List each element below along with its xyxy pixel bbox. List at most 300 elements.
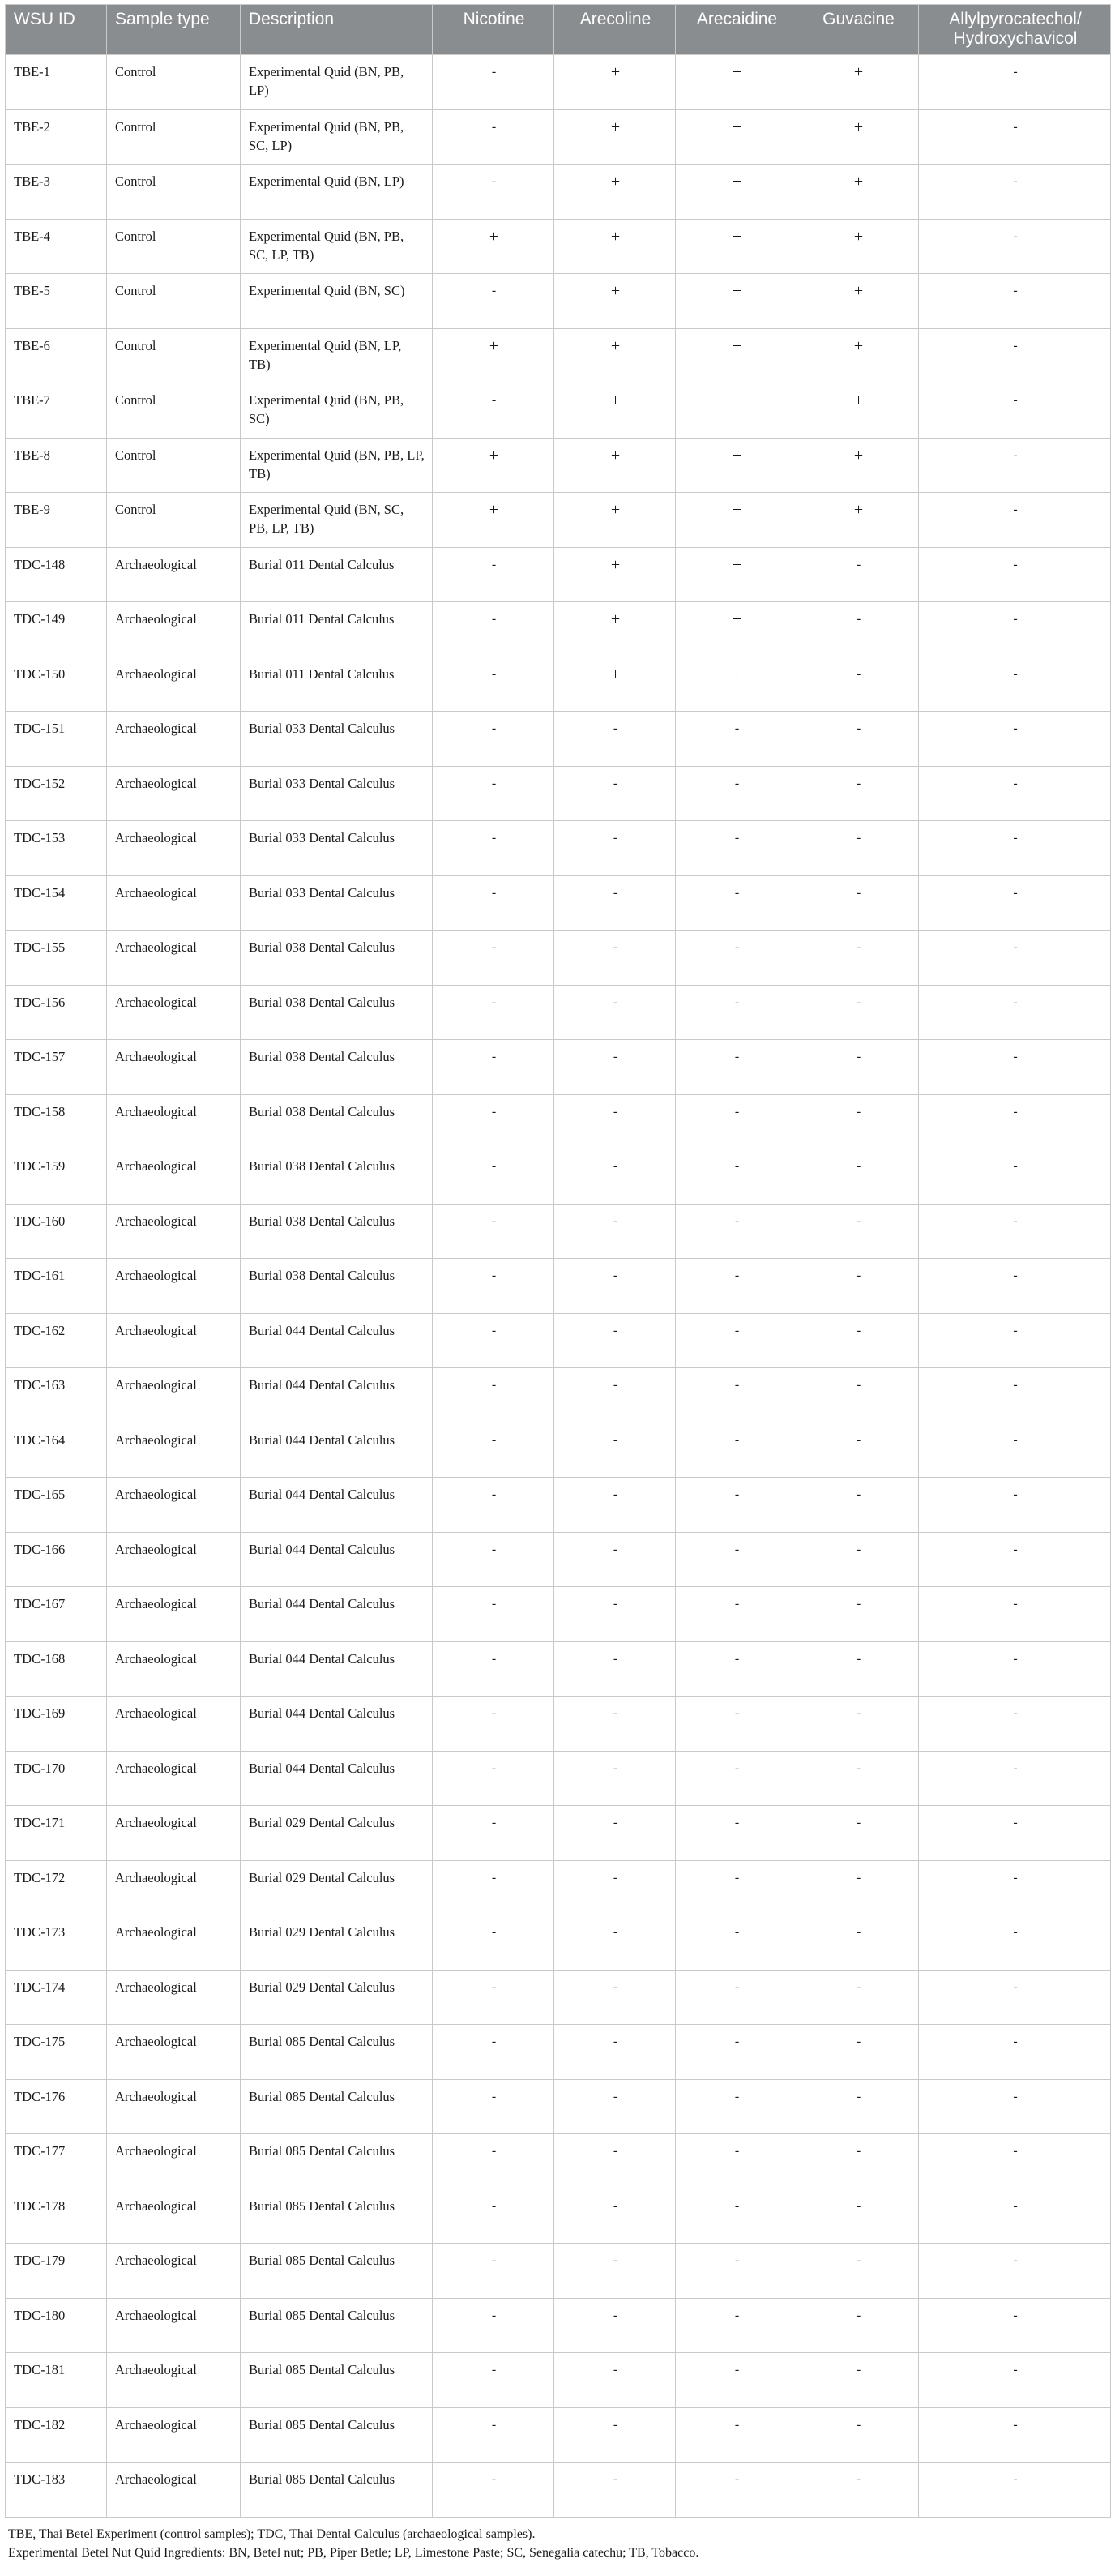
cell-guvacine: + xyxy=(797,109,919,165)
header-row xyxy=(6,5,1111,55)
cell-description: Burial 033 Dental Calculus xyxy=(241,875,433,931)
cell-description: Burial 044 Dental Calculus xyxy=(241,1587,433,1642)
cell-description: Burial 029 Dental Calculus xyxy=(241,1860,433,1915)
cell-nicotine: - xyxy=(433,55,554,110)
cell-nicotine: - xyxy=(433,1094,554,1149)
table-row xyxy=(6,2189,1111,2244)
cell-description: Burial 038 Dental Calculus xyxy=(241,931,433,986)
cell-description: Burial 044 Dental Calculus xyxy=(241,1313,433,1368)
table-row xyxy=(6,1368,1111,1423)
cell-sample-type: Archaeological xyxy=(107,766,241,821)
cell-guvacine: - xyxy=(797,931,919,986)
cell-nicotine: - xyxy=(433,2463,554,2518)
cell-arecoline: - xyxy=(554,931,676,986)
col-header-sample-type: Sample type xyxy=(107,5,241,55)
cell-sample-type: Archaeological xyxy=(107,1641,241,1697)
cell-arecaidine: - xyxy=(676,1259,797,1314)
cell-guvacine: - xyxy=(797,2189,919,2244)
cell-sample-type: Archaeological xyxy=(107,2025,241,2080)
cell-allylpyrocatechol: - xyxy=(919,328,1111,383)
cell-sample-type: Archaeological xyxy=(107,1423,241,1478)
cell-nicotine: - xyxy=(433,712,554,767)
table-row xyxy=(6,1806,1111,1861)
cell-arecoline: - xyxy=(554,2463,676,2518)
cell-description: Burial 038 Dental Calculus xyxy=(241,1149,433,1205)
cell-allylpyrocatechol: - xyxy=(919,2079,1111,2134)
cell-wsu-id: TDC-158 xyxy=(6,1094,107,1149)
cell-wsu-id: TDC-178 xyxy=(6,2189,107,2244)
cell-wsu-id: TDC-181 xyxy=(6,2353,107,2408)
cell-guvacine: + xyxy=(797,438,919,493)
cell-wsu-id: TDC-154 xyxy=(6,875,107,931)
cell-guvacine: - xyxy=(797,1094,919,1149)
table-row xyxy=(6,602,1111,657)
table-row xyxy=(6,438,1111,493)
cell-wsu-id: TBE-9 xyxy=(6,493,107,548)
cell-sample-type: Archaeological xyxy=(107,1697,241,1752)
cell-allylpyrocatechol: - xyxy=(919,1423,1111,1478)
table-row xyxy=(6,547,1111,602)
cell-sample-type: Control xyxy=(107,438,241,493)
table-row xyxy=(6,2463,1111,2518)
cell-allylpyrocatechol: - xyxy=(919,875,1111,931)
cell-arecaidine: - xyxy=(676,875,797,931)
cell-arecaidine: - xyxy=(676,1806,797,1861)
cell-arecaidine: - xyxy=(676,2025,797,2080)
cell-description: Burial 085 Dental Calculus xyxy=(241,2134,433,2189)
cell-sample-type: Archaeological xyxy=(107,2079,241,2134)
cell-nicotine: - xyxy=(433,931,554,986)
cell-nicotine: - xyxy=(433,1697,554,1752)
cell-arecoline: - xyxy=(554,821,676,876)
cell-nicotine: - xyxy=(433,1423,554,1478)
cell-guvacine: - xyxy=(797,712,919,767)
table-row xyxy=(6,1478,1111,1533)
cell-guvacine: - xyxy=(797,1697,919,1752)
cell-sample-type: Archaeological xyxy=(107,2353,241,2408)
table-row xyxy=(6,1204,1111,1259)
cell-allylpyrocatechol: - xyxy=(919,2189,1111,2244)
table-wrapper xyxy=(5,4,1110,2562)
cell-nicotine: + xyxy=(433,328,554,383)
cell-sample-type: Archaeological xyxy=(107,1970,241,2025)
cell-sample-type: Archaeological xyxy=(107,985,241,1040)
cell-arecoline: + xyxy=(554,657,676,712)
cell-sample-type: Archaeological xyxy=(107,2407,241,2463)
cell-allylpyrocatechol: - xyxy=(919,2298,1111,2353)
cell-allylpyrocatechol: - xyxy=(919,493,1111,548)
table-row xyxy=(6,493,1111,548)
cell-wsu-id: TDC-161 xyxy=(6,1259,107,1314)
cell-description: Burial 033 Dental Calculus xyxy=(241,712,433,767)
cell-nicotine: - xyxy=(433,2298,554,2353)
cell-allylpyrocatechol: - xyxy=(919,1587,1111,1642)
table-row xyxy=(6,1587,1111,1642)
cell-wsu-id: TDC-150 xyxy=(6,657,107,712)
cell-sample-type: Archaeological xyxy=(107,931,241,986)
cell-nicotine: - xyxy=(433,602,554,657)
cell-arecoline: - xyxy=(554,1149,676,1205)
cell-guvacine: - xyxy=(797,2079,919,2134)
cell-arecoline: - xyxy=(554,985,676,1040)
cell-guvacine: - xyxy=(797,1915,919,1971)
cell-sample-type: Control xyxy=(107,383,241,439)
cell-sample-type: Control xyxy=(107,165,241,220)
cell-allylpyrocatechol: - xyxy=(919,1204,1111,1259)
cell-nicotine: - xyxy=(433,1149,554,1205)
cell-arecoline: + xyxy=(554,438,676,493)
cell-arecoline: + xyxy=(554,55,676,110)
col-header-allylpyrocatechol: Allylpyrocatechol/ Hydroxychavicol xyxy=(919,5,1111,55)
table-row xyxy=(6,2353,1111,2408)
cell-description: Burial 029 Dental Calculus xyxy=(241,1970,433,2025)
cell-arecaidine: - xyxy=(676,1040,797,1095)
cell-guvacine: - xyxy=(797,2407,919,2463)
cell-sample-type: Archaeological xyxy=(107,1040,241,1095)
cell-sample-type: Archaeological xyxy=(107,1478,241,1533)
cell-sample-type: Archaeological xyxy=(107,1368,241,1423)
cell-guvacine: - xyxy=(797,2353,919,2408)
cell-wsu-id: TBE-1 xyxy=(6,55,107,110)
cell-description: Burial 085 Dental Calculus xyxy=(241,2353,433,2408)
cell-guvacine: + xyxy=(797,383,919,439)
cell-wsu-id: TDC-163 xyxy=(6,1368,107,1423)
cell-sample-type: Archaeological xyxy=(107,875,241,931)
cell-sample-type: Archaeological xyxy=(107,2189,241,2244)
cell-arecoline: - xyxy=(554,2244,676,2299)
cell-guvacine: - xyxy=(797,657,919,712)
cell-allylpyrocatechol: - xyxy=(919,219,1111,274)
table-row xyxy=(6,1423,1111,1478)
cell-arecoline: - xyxy=(554,875,676,931)
cell-wsu-id: TDC-155 xyxy=(6,931,107,986)
cell-guvacine: - xyxy=(797,1587,919,1642)
cell-arecoline: + xyxy=(554,165,676,220)
cell-nicotine: + xyxy=(433,219,554,274)
cell-arecaidine: + xyxy=(676,55,797,110)
cell-allylpyrocatechol: - xyxy=(919,1751,1111,1806)
cell-arecaidine: - xyxy=(676,1970,797,2025)
cell-allylpyrocatechol: - xyxy=(919,1532,1111,1587)
col-header-wsu-id: WSU ID xyxy=(6,5,107,55)
cell-description: Experimental Quid (BN, LP, TB) xyxy=(241,328,433,383)
cell-sample-type: Archaeological xyxy=(107,1587,241,1642)
cell-description: Burial 044 Dental Calculus xyxy=(241,1751,433,1806)
cell-allylpyrocatechol: - xyxy=(919,2134,1111,2189)
cell-arecoline: - xyxy=(554,2025,676,2080)
cell-allylpyrocatechol: - xyxy=(919,1970,1111,2025)
cell-wsu-id: TDC-166 xyxy=(6,1532,107,1587)
cell-arecaidine: + xyxy=(676,328,797,383)
cell-description: Burial 085 Dental Calculus xyxy=(241,2025,433,2080)
cell-arecaidine: - xyxy=(676,2189,797,2244)
cell-arecaidine: - xyxy=(676,2134,797,2189)
cell-nicotine: - xyxy=(433,1478,554,1533)
cell-wsu-id: TBE-4 xyxy=(6,219,107,274)
cell-nicotine: - xyxy=(433,766,554,821)
cell-arecoline: - xyxy=(554,712,676,767)
cell-wsu-id: TDC-160 xyxy=(6,1204,107,1259)
cell-description: Experimental Quid (BN, SC, PB, LP, TB) xyxy=(241,493,433,548)
cell-wsu-id: TDC-173 xyxy=(6,1915,107,1971)
table-row xyxy=(6,1313,1111,1368)
cell-description: Burial 038 Dental Calculus xyxy=(241,1040,433,1095)
table-row xyxy=(6,1751,1111,1806)
cell-nicotine: - xyxy=(433,1204,554,1259)
cell-arecaidine: - xyxy=(676,985,797,1040)
cell-description: Burial 011 Dental Calculus xyxy=(241,547,433,602)
cell-sample-type: Archaeological xyxy=(107,1915,241,1971)
cell-description: Experimental Quid (BN, PB, LP) xyxy=(241,55,433,110)
cell-wsu-id: TDC-180 xyxy=(6,2298,107,2353)
cell-sample-type: Control xyxy=(107,493,241,548)
cell-guvacine: + xyxy=(797,328,919,383)
cell-sample-type: Archaeological xyxy=(107,1313,241,1368)
cell-arecaidine: - xyxy=(676,1697,797,1752)
cell-allylpyrocatechol: - xyxy=(919,766,1111,821)
cell-allylpyrocatechol: - xyxy=(919,1313,1111,1368)
cell-description: Experimental Quid (BN, PB, LP, TB) xyxy=(241,438,433,493)
cell-arecoline: - xyxy=(554,1587,676,1642)
cell-allylpyrocatechol: - xyxy=(919,55,1111,110)
cell-nicotine: - xyxy=(433,1970,554,2025)
cell-wsu-id: TDC-165 xyxy=(6,1478,107,1533)
cell-arecoline: - xyxy=(554,1423,676,1478)
cell-allylpyrocatechol: - xyxy=(919,438,1111,493)
cell-guvacine: - xyxy=(797,1860,919,1915)
cell-arecoline: - xyxy=(554,2134,676,2189)
cell-sample-type: Archaeological xyxy=(107,1806,241,1861)
cell-guvacine: - xyxy=(797,1751,919,1806)
cell-arecoline: + xyxy=(554,328,676,383)
cell-wsu-id: TDC-171 xyxy=(6,1806,107,1861)
cell-guvacine: + xyxy=(797,165,919,220)
table-row xyxy=(6,766,1111,821)
cell-nicotine: - xyxy=(433,274,554,329)
cell-arecaidine: - xyxy=(676,931,797,986)
cell-nicotine: - xyxy=(433,1532,554,1587)
cell-sample-type: Archaeological xyxy=(107,2298,241,2353)
cell-allylpyrocatechol: - xyxy=(919,383,1111,439)
cell-arecaidine: + xyxy=(676,274,797,329)
cell-wsu-id: TBE-3 xyxy=(6,165,107,220)
cell-sample-type: Archaeological xyxy=(107,712,241,767)
cell-arecoline: - xyxy=(554,2407,676,2463)
cell-description: Burial 038 Dental Calculus xyxy=(241,1094,433,1149)
cell-sample-type: Archaeological xyxy=(107,1094,241,1149)
table-row xyxy=(6,109,1111,165)
cell-arecaidine: - xyxy=(676,1751,797,1806)
cell-sample-type: Control xyxy=(107,328,241,383)
cell-arecoline: + xyxy=(554,274,676,329)
cell-allylpyrocatechol: - xyxy=(919,985,1111,1040)
cell-allylpyrocatechol: - xyxy=(919,1368,1111,1423)
cell-arecaidine: - xyxy=(676,2298,797,2353)
cell-wsu-id: TDC-149 xyxy=(6,602,107,657)
cell-nicotine: - xyxy=(433,875,554,931)
cell-arecoline: - xyxy=(554,1641,676,1697)
table-row xyxy=(6,1040,1111,1095)
cell-wsu-id: TDC-169 xyxy=(6,1697,107,1752)
cell-arecoline: - xyxy=(554,1368,676,1423)
table-footnotes xyxy=(5,2525,1110,2562)
cell-nicotine: - xyxy=(433,2353,554,2408)
cell-wsu-id: TDC-176 xyxy=(6,2079,107,2134)
table-row xyxy=(6,1641,1111,1697)
cell-sample-type: Archaeological xyxy=(107,1259,241,1314)
cell-nicotine: - xyxy=(433,109,554,165)
cell-arecaidine: - xyxy=(676,2244,797,2299)
cell-sample-type: Archaeological xyxy=(107,2463,241,2518)
cell-arecoline: + xyxy=(554,493,676,548)
cell-description: Burial 033 Dental Calculus xyxy=(241,766,433,821)
cell-nicotine: - xyxy=(433,821,554,876)
cell-wsu-id: TDC-151 xyxy=(6,712,107,767)
cell-description: Burial 029 Dental Calculus xyxy=(241,1915,433,1971)
cell-description: Burial 085 Dental Calculus xyxy=(241,2298,433,2353)
cell-description: Burial 044 Dental Calculus xyxy=(241,1478,433,1533)
col-header-nicotine: Nicotine xyxy=(433,5,554,55)
cell-allylpyrocatechol: - xyxy=(919,1806,1111,1861)
cell-arecaidine: + xyxy=(676,493,797,548)
cell-guvacine: - xyxy=(797,875,919,931)
cell-allylpyrocatechol: - xyxy=(919,1478,1111,1533)
cell-arecoline: - xyxy=(554,1259,676,1314)
cell-guvacine: - xyxy=(797,1423,919,1478)
cell-arecoline: + xyxy=(554,383,676,439)
cell-guvacine: - xyxy=(797,547,919,602)
cell-sample-type: Archaeological xyxy=(107,547,241,602)
cell-guvacine: - xyxy=(797,1970,919,2025)
cell-arecaidine: - xyxy=(676,1860,797,1915)
col-header-arecaidine: Arecaidine xyxy=(676,5,797,55)
cell-arecaidine: + xyxy=(676,438,797,493)
cell-sample-type: Archaeological xyxy=(107,1860,241,1915)
cell-allylpyrocatechol: - xyxy=(919,1860,1111,1915)
table-row xyxy=(6,1860,1111,1915)
cell-sample-type: Control xyxy=(107,109,241,165)
cell-nicotine: - xyxy=(433,165,554,220)
cell-wsu-id: TDC-162 xyxy=(6,1313,107,1368)
cell-arecoline: - xyxy=(554,1806,676,1861)
footnote-abbreviations: TBE, Thai Betel Experiment (control samples); TDC, Thai Dental Calculus (archaeological samples). xyxy=(8,2527,536,2541)
cell-guvacine: - xyxy=(797,1368,919,1423)
cell-description: Burial 044 Dental Calculus xyxy=(241,1641,433,1697)
cell-nicotine: - xyxy=(433,1751,554,1806)
cell-description: Burial 029 Dental Calculus xyxy=(241,1806,433,1861)
cell-arecoline: + xyxy=(554,602,676,657)
cell-arecoline: - xyxy=(554,2298,676,2353)
cell-description: Burial 085 Dental Calculus xyxy=(241,2079,433,2134)
cell-sample-type: Archaeological xyxy=(107,1149,241,1205)
cell-guvacine: - xyxy=(797,2244,919,2299)
cell-allylpyrocatechol: - xyxy=(919,931,1111,986)
cell-allylpyrocatechol: - xyxy=(919,2407,1111,2463)
cell-wsu-id: TDC-179 xyxy=(6,2244,107,2299)
cell-wsu-id: TDC-153 xyxy=(6,821,107,876)
results-table xyxy=(5,4,1111,2518)
cell-allylpyrocatechol: - xyxy=(919,274,1111,329)
cell-allylpyrocatechol: - xyxy=(919,657,1111,712)
cell-nicotine: - xyxy=(433,1259,554,1314)
cell-description: Burial 085 Dental Calculus xyxy=(241,2407,433,2463)
table-row xyxy=(6,1149,1111,1205)
cell-guvacine: - xyxy=(797,1259,919,1314)
cell-allylpyrocatechol: - xyxy=(919,2025,1111,2080)
cell-description: Burial 011 Dental Calculus xyxy=(241,657,433,712)
col-header-arecoline: Arecoline xyxy=(554,5,676,55)
cell-sample-type: Control xyxy=(107,219,241,274)
cell-description: Burial 085 Dental Calculus xyxy=(241,2244,433,2299)
cell-wsu-id: TDC-170 xyxy=(6,1751,107,1806)
cell-nicotine: - xyxy=(433,1806,554,1861)
cell-guvacine: - xyxy=(797,1149,919,1205)
cell-description: Burial 044 Dental Calculus xyxy=(241,1532,433,1587)
col-header-guvacine: Guvacine xyxy=(797,5,919,55)
cell-wsu-id: TBE-7 xyxy=(6,383,107,439)
cell-nicotine: - xyxy=(433,1368,554,1423)
cell-guvacine: - xyxy=(797,1806,919,1861)
cell-nicotine: - xyxy=(433,547,554,602)
cell-wsu-id: TDC-159 xyxy=(6,1149,107,1205)
cell-guvacine: - xyxy=(797,821,919,876)
cell-wsu-id: TDC-175 xyxy=(6,2025,107,2080)
cell-nicotine: - xyxy=(433,1860,554,1915)
cell-arecoline: - xyxy=(554,1915,676,1971)
cell-arecoline: - xyxy=(554,1040,676,1095)
cell-nicotine: - xyxy=(433,1313,554,1368)
cell-sample-type: Control xyxy=(107,274,241,329)
cell-description: Burial 085 Dental Calculus xyxy=(241,2189,433,2244)
cell-wsu-id: TDC-156 xyxy=(6,985,107,1040)
cell-nicotine: - xyxy=(433,1641,554,1697)
cell-allylpyrocatechol: - xyxy=(919,1641,1111,1697)
cell-description: Experimental Quid (BN, PB, SC, LP, TB) xyxy=(241,219,433,274)
cell-guvacine: - xyxy=(797,1040,919,1095)
cell-arecaidine: - xyxy=(676,1204,797,1259)
cell-nicotine: - xyxy=(433,2025,554,2080)
cell-arecoline: - xyxy=(554,2353,676,2408)
cell-description: Burial 038 Dental Calculus xyxy=(241,985,433,1040)
cell-sample-type: Control xyxy=(107,55,241,110)
cell-wsu-id: TDC-167 xyxy=(6,1587,107,1642)
cell-allylpyrocatechol: - xyxy=(919,1040,1111,1095)
col-header-description: Description xyxy=(241,5,433,55)
table-row xyxy=(6,219,1111,274)
cell-wsu-id: TBE-5 xyxy=(6,274,107,329)
cell-allylpyrocatechol: - xyxy=(919,821,1111,876)
cell-allylpyrocatechol: - xyxy=(919,712,1111,767)
table-row xyxy=(6,1094,1111,1149)
cell-arecoline: - xyxy=(554,1697,676,1752)
cell-guvacine: + xyxy=(797,493,919,548)
cell-arecoline: - xyxy=(554,1313,676,1368)
cell-description: Burial 033 Dental Calculus xyxy=(241,821,433,876)
cell-sample-type: Archaeological xyxy=(107,2134,241,2189)
table-row xyxy=(6,2407,1111,2463)
table-row xyxy=(6,931,1111,986)
cell-description: Burial 038 Dental Calculus xyxy=(241,1259,433,1314)
cell-wsu-id: TBE-2 xyxy=(6,109,107,165)
cell-wsu-id: TDC-174 xyxy=(6,1970,107,2025)
cell-description: Experimental Quid (BN, LP) xyxy=(241,165,433,220)
cell-sample-type: Archaeological xyxy=(107,1532,241,1587)
table-row xyxy=(6,2298,1111,2353)
cell-arecaidine: + xyxy=(676,657,797,712)
cell-wsu-id: TDC-152 xyxy=(6,766,107,821)
cell-nicotine: - xyxy=(433,2079,554,2134)
table-row xyxy=(6,821,1111,876)
